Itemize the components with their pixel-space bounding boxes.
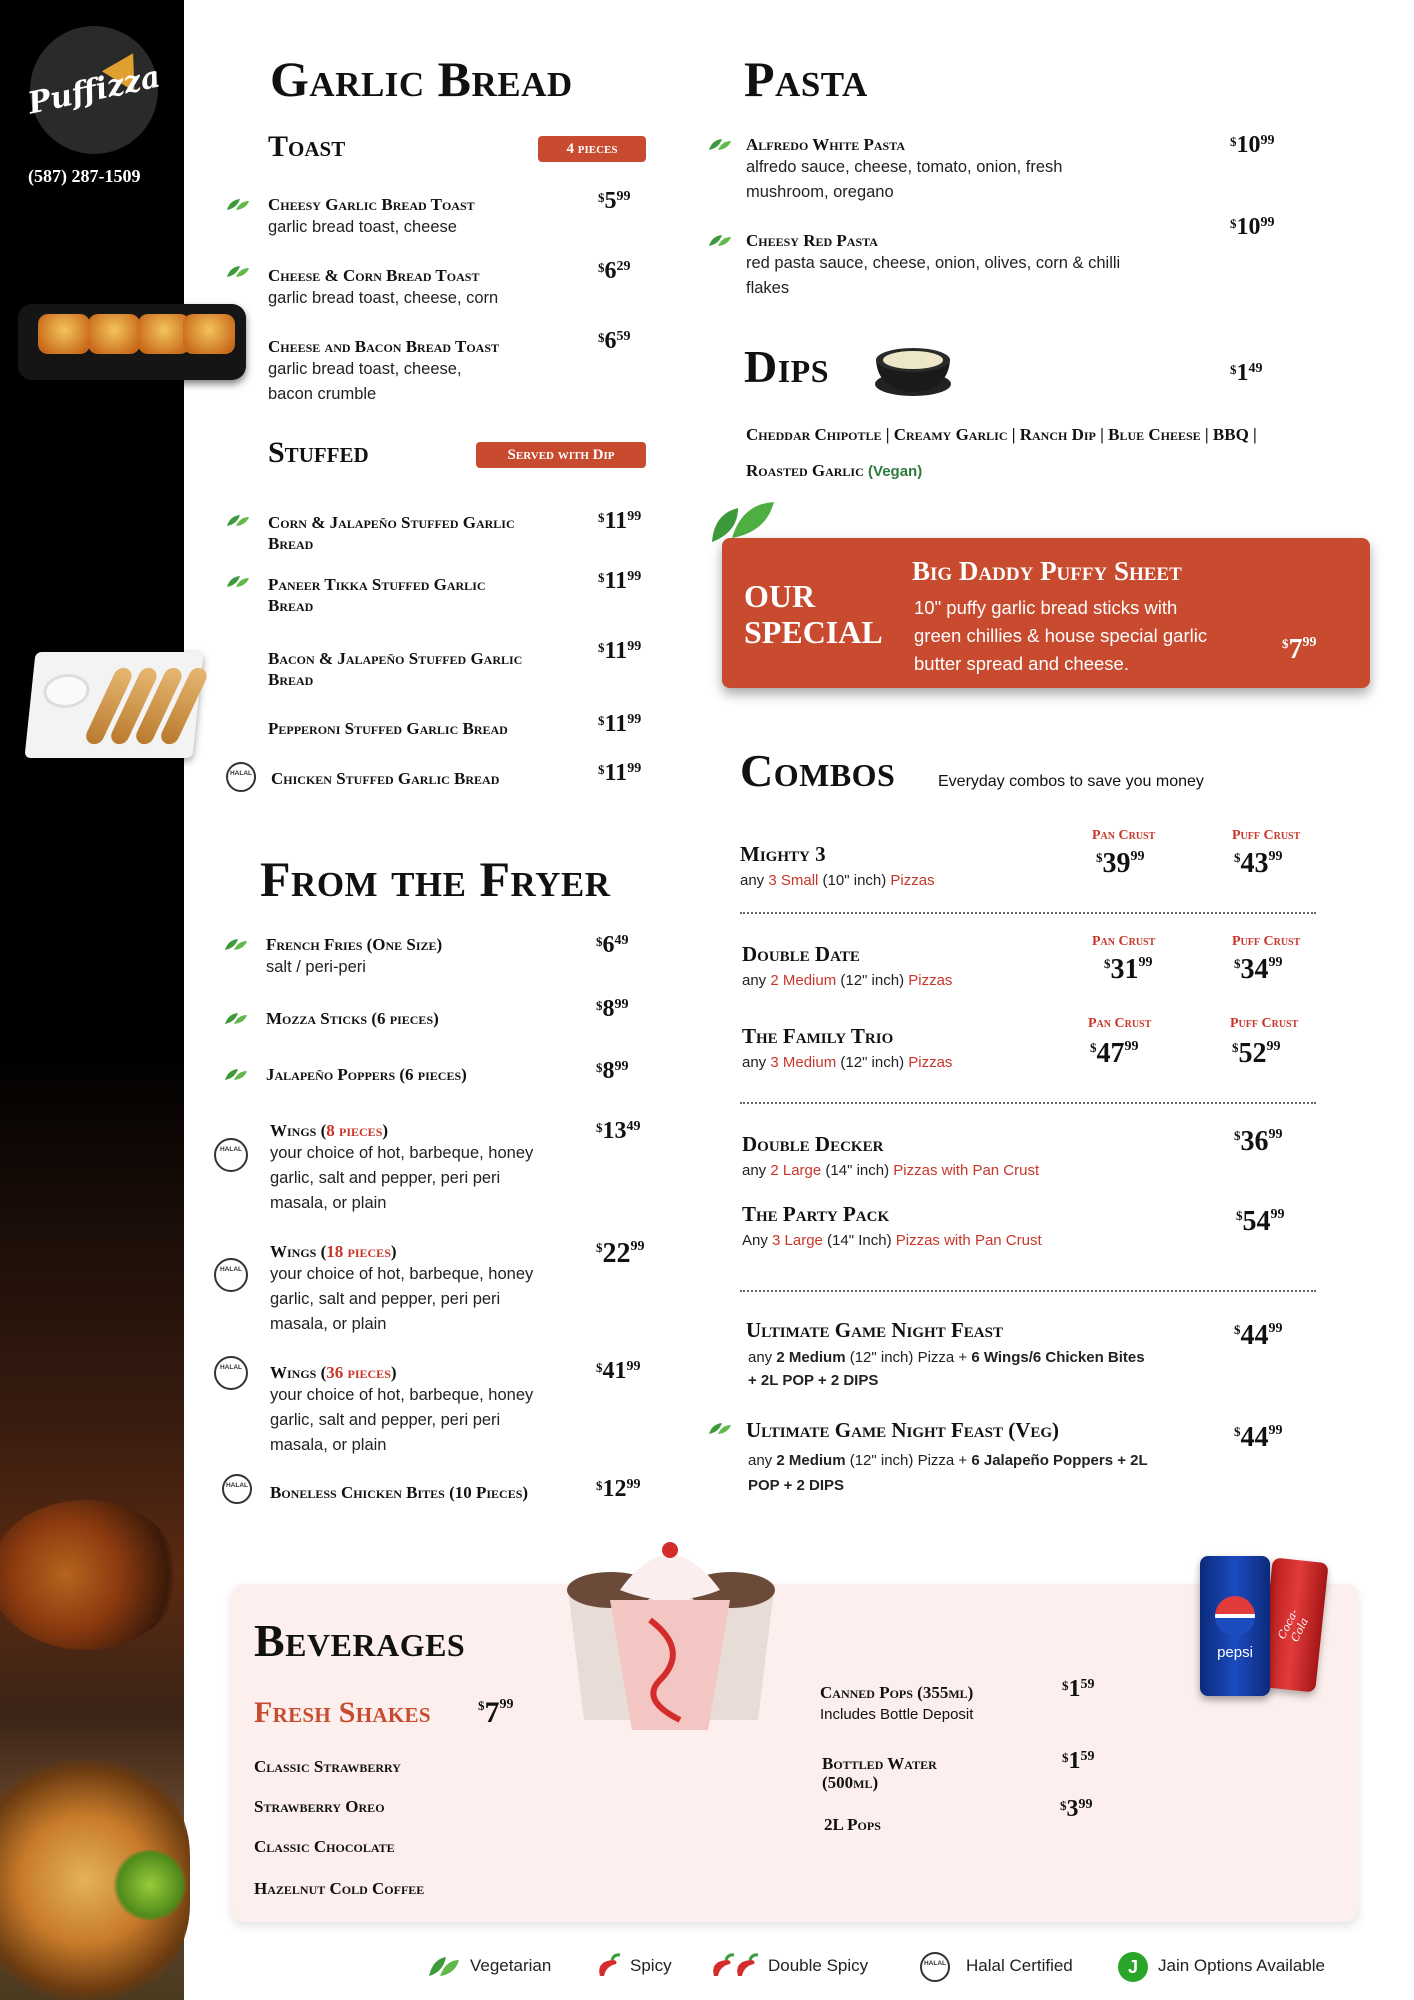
jalapeno-image <box>110 1850 190 1920</box>
stuffed-bread-photo <box>24 652 203 758</box>
beverages-heading: Beverages <box>254 1615 466 1666</box>
price: $^{\$}8^{99}$ <box>596 1058 629 1084</box>
price: $^{\$}6^{29}$ <box>598 258 631 284</box>
combo-name[interactable]: Mighty 3 <box>740 842 826 866</box>
vegetarian-leaf-icon <box>226 198 250 212</box>
menu-item[interactable]: Wings (18 pieces) your choice of hot, barbeque, honey garlic, salt and pepper, peri peri masala, or plain <box>270 1242 534 1333</box>
combo-name[interactable]: Ultimate Game Night Feast <box>746 1318 1003 1342</box>
halal-icon: HALAL <box>226 762 256 792</box>
price: $^{\$}34^{99}$ <box>1234 954 1283 985</box>
menu-item[interactable]: Alfredo White Pasta alfredo sauce, cheese, tomato, onion, fresh mushroom, oregano <box>746 135 1063 201</box>
menu-item[interactable]: Jalapeño Poppers (6 pieces) <box>266 1065 467 1084</box>
toast-badge: 4 pieces <box>538 136 646 162</box>
menu-item[interactable]: Corn & Jalapeño Stuffed Garlic Bread <box>268 513 515 553</box>
double-chili-icon <box>708 1952 764 1980</box>
our-special-card[interactable] <box>722 538 1370 688</box>
price: $^{\$}11^{99}$ <box>598 711 642 737</box>
divider <box>740 1102 1316 1104</box>
price: $^{\$}7^{99}$ <box>478 1696 514 1729</box>
pan-crust-label: Pan Crust <box>1092 934 1156 949</box>
jain-icon: J <box>1118 1952 1148 1982</box>
combos-subtitle: Everyday combos to save you money <box>938 773 1204 790</box>
price: $^{\$}1^{49}$ <box>1230 360 1263 386</box>
menu-item[interactable]: Boneless Chicken Bites (10 Pieces) <box>270 1483 529 1502</box>
divider <box>740 912 1316 914</box>
logo-text: Puffizza <box>24 58 164 122</box>
menu-item[interactable]: Cheese & Corn Bread Toast garlic bread toast, cheese, corn <box>268 266 499 307</box>
price: $^{\$}1^{59}$ <box>1062 1748 1095 1774</box>
combo-name[interactable]: The Family Trio <box>742 1024 894 1048</box>
price: $^{\$}39^{99}$ <box>1096 848 1145 879</box>
price: $^{\$}44^{99}$ <box>1234 1320 1283 1351</box>
dip-bowl-image <box>872 336 954 398</box>
beverage-desc: Includes Bottle Deposit <box>820 1706 974 1723</box>
price: $^{\$}52^{99}$ <box>1232 1038 1281 1069</box>
pan-crust-label: Pan Crust <box>1088 1016 1152 1031</box>
price: $^{\$}41^{99}$ <box>596 1358 641 1384</box>
combo-desc: any 3 Medium (12" inch) Pizzas <box>742 1054 953 1071</box>
price: $^{\$}1^{59}$ <box>1062 1676 1095 1702</box>
puff-crust-label: Puff Crust <box>1230 1016 1299 1031</box>
chili-icon <box>594 1952 622 1980</box>
menu-item[interactable]: Paneer Tikka Stuffed Garlic Bread <box>268 575 486 615</box>
phone-number[interactable]: (587) 287-1509 <box>28 166 141 186</box>
vegetarian-leaf-icon <box>428 1956 460 1978</box>
price: $^{\$}22^{99}$ <box>596 1238 645 1269</box>
special-label: OUR SPECIAL <box>744 578 883 650</box>
garlic-toast-photo <box>18 304 246 380</box>
vegetarian-leaf-icon <box>708 138 732 152</box>
shake-item[interactable]: Hazelnut Cold Coffee <box>254 1879 425 1898</box>
cola-can-image: Coca-Cola <box>1259 1557 1328 1692</box>
price: $^{\$}11^{99}$ <box>598 568 642 594</box>
vegetarian-leaf-icon <box>226 265 250 279</box>
combo-desc: any 2 Large (14" inch) Pizzas with Pan Crust <box>742 1162 1040 1179</box>
vegetarian-leaf-icon <box>226 575 250 589</box>
price: $^{\$}54^{99}$ <box>1236 1206 1285 1237</box>
fryer-heading: From the Fryer <box>260 851 611 907</box>
shake-item[interactable]: Classic Chocolate <box>254 1837 395 1856</box>
price: $^{\$}6^{59}$ <box>598 328 631 354</box>
legend-jain: Jain Options Available <box>1158 1956 1325 1975</box>
shake-item[interactable]: Strawberry Oreo <box>254 1797 385 1816</box>
left-strip <box>0 0 184 2000</box>
vegetarian-leaf-icon <box>224 1012 248 1026</box>
combo-name[interactable]: Double Decker <box>742 1132 884 1156</box>
halal-icon: HALAL <box>214 1138 248 1172</box>
menu-item[interactable]: French Fries (One Size) salt / peri-peri <box>266 935 443 976</box>
stuffed-badge: Served with Dip <box>476 442 646 468</box>
menu-item[interactable]: Bacon & Jalapeño Stuffed Garlic Bread <box>268 649 523 689</box>
vegetarian-leaf-icon <box>226 514 250 528</box>
price: $^{\$}31^{99}$ <box>1104 954 1153 985</box>
fresh-shakes-heading: Fresh Shakes <box>254 1696 431 1729</box>
halal-icon: HALAL <box>920 1952 950 1982</box>
menu-item[interactable]: Wings (8 pieces) your choice of hot, barbeque, honey garlic, salt and pepper, peri peri masala, or plain <box>270 1121 534 1212</box>
pan-crust-label: Pan Crust <box>1092 828 1156 843</box>
dip-list: Cheddar Chipotle | Creamy Garlic | Ranch Dip | Blue Cheese | BBQ | <box>746 425 1257 444</box>
beverage-name[interactable]: Bottled Water (500ml) <box>822 1754 937 1792</box>
halal-icon: HALAL <box>214 1258 248 1292</box>
menu-item[interactable]: Cheese and Bacon Bread Toast garlic bread toast, cheese, bacon crumble <box>268 337 500 403</box>
legend-double-spicy: Double Spicy <box>768 1956 869 1975</box>
price: $^{\$}10^{99}$ <box>1230 132 1275 158</box>
pepsi-can-image: pepsi <box>1200 1556 1270 1696</box>
puff-crust-label: Puff Crust <box>1232 934 1301 949</box>
vegetarian-leaf-icon <box>708 234 732 248</box>
combo-desc: any 2 Medium (12" inch) Pizza + 6 Jalapeño Poppers + 2L POP + 2 DIPS <box>748 1452 1148 1494</box>
beverage-name[interactable]: 2L Pops <box>824 1815 881 1834</box>
combo-desc: any 2 Medium (12" inch) Pizzas <box>742 972 953 989</box>
price: $^{\$}3^{99}$ <box>1060 1796 1093 1822</box>
combo-name[interactable]: Ultimate Game Night Feast (Veg) <box>746 1418 1060 1442</box>
price: $^{\$}11^{99}$ <box>598 508 642 534</box>
price: $^{\$}44^{99}$ <box>1234 1422 1283 1453</box>
combo-desc: any 2 Medium (12" inch) Pizza + 6 Wings/6 Chicken Bites + 2L POP + 2 DIPS <box>748 1349 1145 1389</box>
price: $^{\$}36^{99}$ <box>1234 1126 1283 1157</box>
dip-list-2: Roasted Garlic (Vegan) <box>746 461 923 480</box>
puff-crust-label: Puff Crust <box>1232 828 1301 843</box>
price: $^{\$}10^{99}$ <box>1230 214 1275 240</box>
menu-item[interactable]: Wings (36 pieces) your choice of hot, barbeque, honey garlic, salt and pepper, peri peri masala, or plain <box>270 1363 534 1454</box>
vegetarian-leaf-icon <box>224 1068 248 1082</box>
special-description: 10" puffy garlic bread sticks with green chillies & house special garlic butter spread and cheese. <box>914 597 1208 674</box>
price: $^{\$}47^{99}$ <box>1090 1038 1139 1069</box>
menu-item[interactable]: Cheesy Garlic Bread Toast garlic bread toast, cheese <box>268 195 475 236</box>
halal-icon: HALAL <box>222 1474 252 1504</box>
shakes-image <box>560 1530 780 1730</box>
combo-desc: any 3 Small (10" inch) Pizzas <box>740 872 935 889</box>
menu-item[interactable]: Chicken Stuffed Garlic Bread <box>271 769 500 788</box>
divider <box>740 1290 1316 1292</box>
toast-heading: Toast <box>268 130 346 163</box>
price: $^{\$}6^{49}$ <box>596 932 629 958</box>
halal-icon: HALAL <box>214 1356 248 1390</box>
vegetarian-leaf-icon <box>224 938 248 952</box>
price: $^{\$}12^{99}$ <box>596 1476 641 1502</box>
price: $^{\$}11^{99}$ <box>598 638 642 664</box>
legend-halal: Halal Certified <box>966 1956 1073 1975</box>
stuffed-heading: Stuffed <box>268 436 369 469</box>
combo-desc: Any 3 Large (14" Inch) Pizzas with Pan Crust <box>742 1232 1042 1249</box>
combo-name[interactable]: Double Date <box>742 942 860 966</box>
garlic-bread-heading: Garlic Bread <box>270 51 573 107</box>
legend-vegetarian: Vegetarian <box>470 1956 552 1975</box>
menu-item[interactable]: Mozza Sticks (6 pieces) <box>266 1009 439 1028</box>
price: $^{\$}8^{99}$ <box>596 996 629 1022</box>
beverage-name[interactable]: Canned Pops (355ml) <box>820 1683 974 1702</box>
vegetarian-leaf-icon <box>708 1422 732 1436</box>
special-title: Big Daddy Puffy Sheet <box>912 556 1182 586</box>
pasta-heading: Pasta <box>744 51 868 107</box>
shake-item[interactable]: Classic Strawberry <box>254 1757 401 1776</box>
special-price: $^{\$}7^{99}$ <box>1282 634 1317 665</box>
dips-heading: Dips <box>744 341 830 392</box>
menu-item[interactable]: Pepperoni Stuffed Garlic Bread <box>268 719 508 738</box>
price: $^{\$}5^{99}$ <box>598 188 631 214</box>
combos-heading: Combos <box>740 745 896 796</box>
legend-spicy: Spicy <box>630 1956 672 1975</box>
price: $^{\$}13^{49}$ <box>596 1118 641 1144</box>
price: $^{\$}43^{99}$ <box>1234 848 1283 879</box>
combo-name[interactable]: The Party Pack <box>742 1202 890 1226</box>
price: $^{\$}11^{99}$ <box>598 760 642 786</box>
brand-logo[interactable] <box>24 26 164 154</box>
menu-item[interactable]: Cheesy Red Pasta red pasta sauce, cheese, onion, olives, corn & chilli flakes <box>746 231 1121 297</box>
